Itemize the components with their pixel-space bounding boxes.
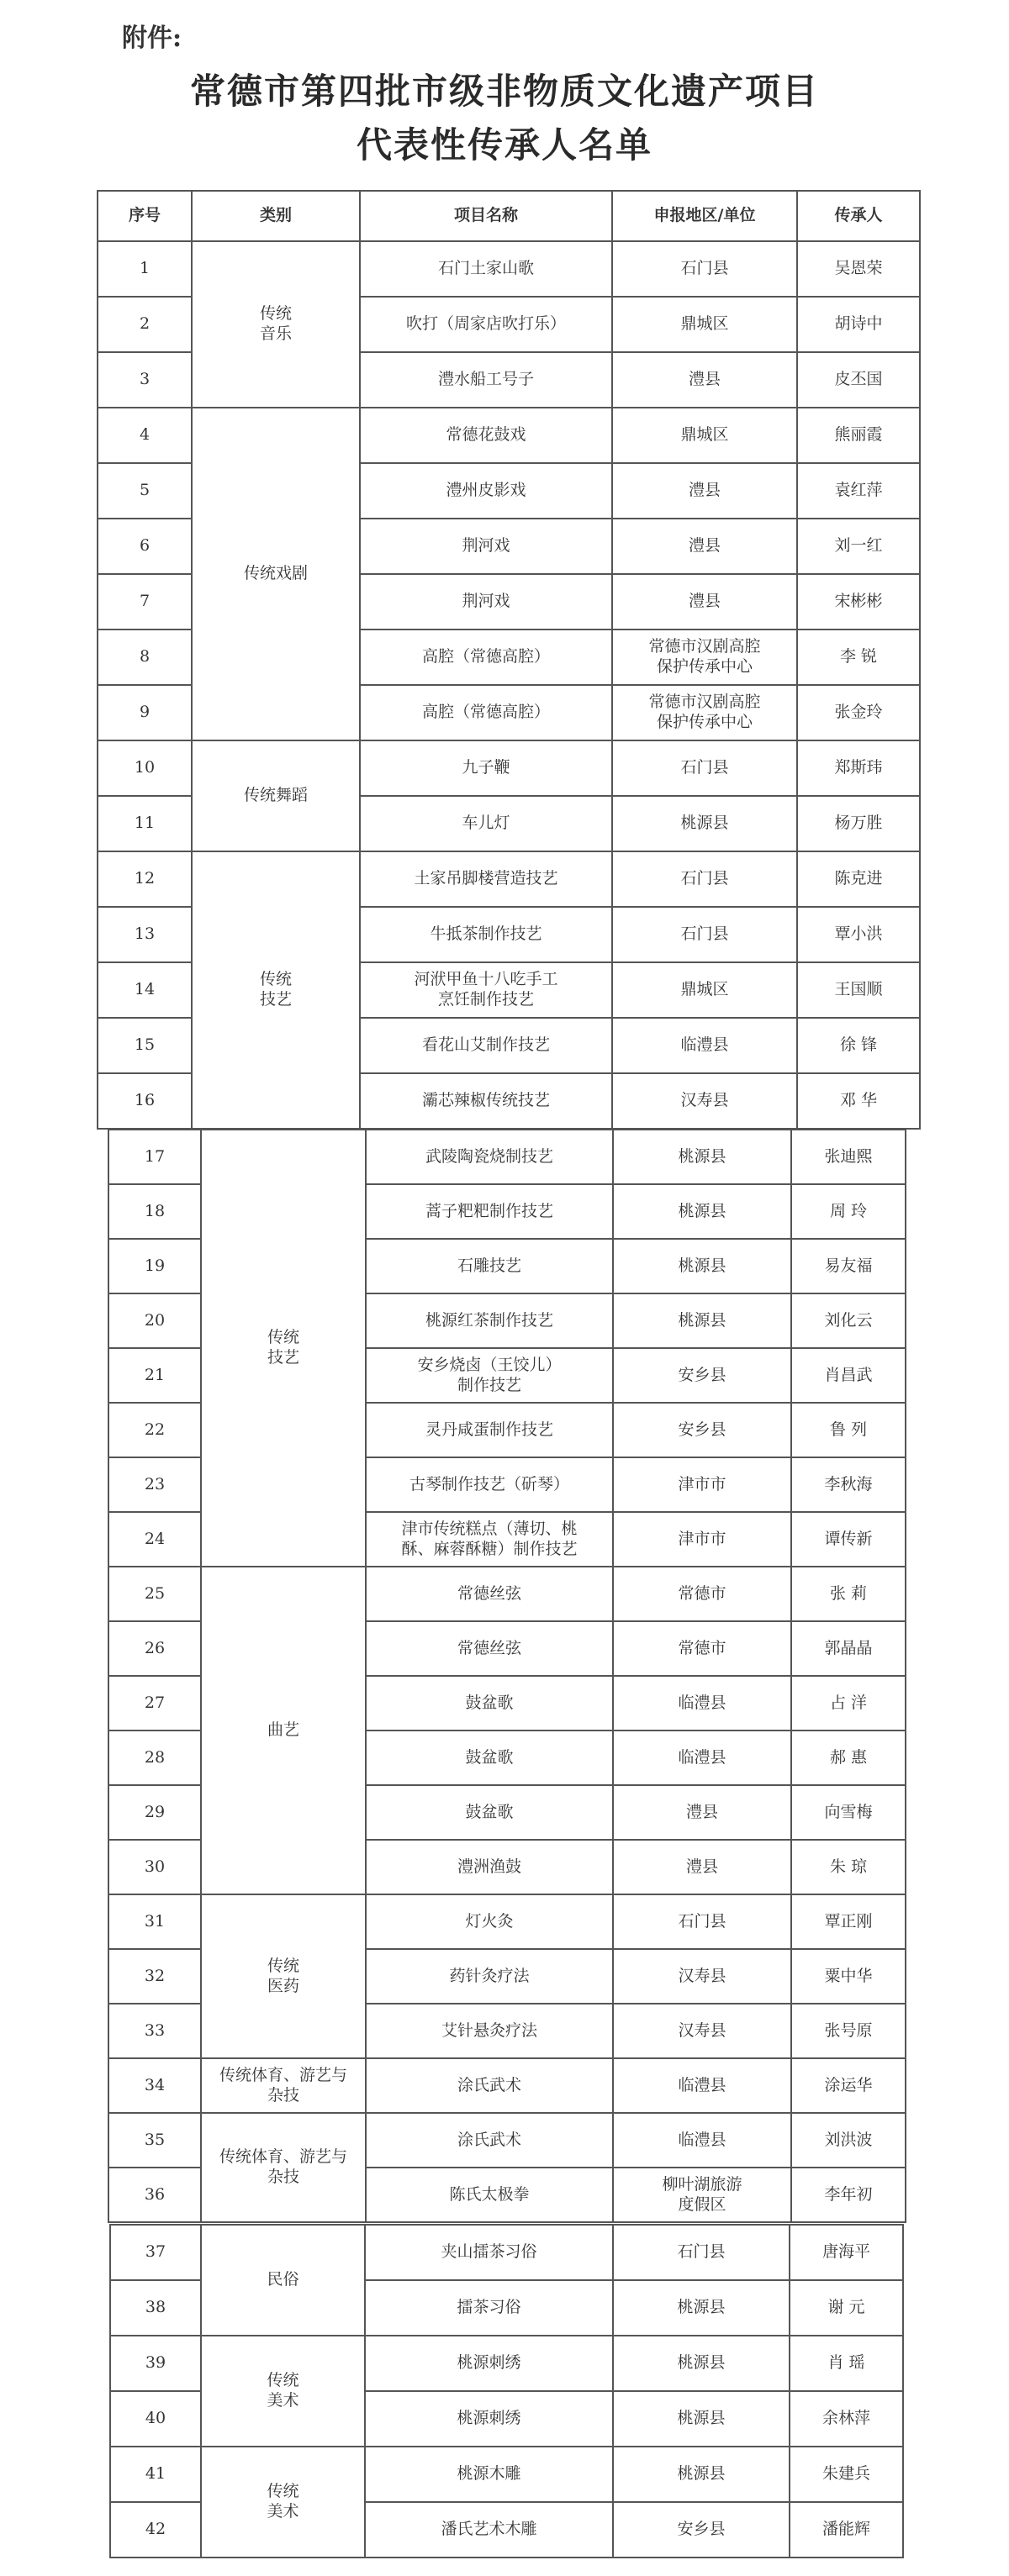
row-number: 3 [98, 352, 192, 408]
row-number: 14 [98, 962, 192, 1018]
project-name: 车儿灯 [360, 796, 612, 851]
region-unit: 石门县 [613, 2225, 790, 2280]
header-inheritor: 传承人 [797, 191, 920, 241]
project-name: 石雕技艺 [366, 1239, 613, 1293]
region-unit: 鼎城区 [612, 297, 797, 352]
inheritor-name: 杨万胜 [797, 796, 920, 851]
category-cell: 传统 技艺 [192, 851, 360, 1129]
region-unit: 石门县 [612, 740, 797, 796]
project-name: 澧洲渔鼓 [366, 1840, 613, 1894]
region-unit: 桃源县 [613, 2280, 790, 2336]
project-name: 荆河戏 [360, 519, 612, 574]
region-unit: 临澧县 [612, 1018, 797, 1073]
row-number: 28 [108, 1731, 201, 1785]
region-unit: 澧县 [612, 352, 797, 408]
table-row [108, 1130, 906, 1184]
row-number: 15 [98, 1018, 192, 1073]
inheritor-name: 邓 华 [797, 1073, 920, 1129]
project-name: 高腔（常德高腔） [360, 630, 612, 685]
region-unit: 石门县 [612, 241, 797, 297]
row-number: 39 [110, 2336, 201, 2391]
inheritor-name: 张 莉 [791, 1567, 906, 1621]
project-name: 涂氏武术 [366, 2113, 613, 2168]
inheritor-name: 覃小洪 [797, 907, 920, 962]
inheritor-name: 皮丕国 [797, 352, 920, 408]
inheritor-name: 刘洪波 [791, 2113, 906, 2168]
row-number: 7 [98, 574, 192, 630]
project-name: 涂氏武术 [366, 2058, 613, 2113]
region-unit: 桃源县 [613, 1184, 791, 1239]
inheritor-name: 张迪熙 [791, 1130, 906, 1184]
inheritor-name: 谭传新 [791, 1512, 906, 1567]
row-number: 11 [98, 796, 192, 851]
row-number: 35 [108, 2113, 201, 2168]
category-cell: 传统 技艺 [201, 1130, 366, 1567]
row-number: 26 [108, 1621, 201, 1676]
header-project: 项目名称 [360, 191, 612, 241]
project-name: 土家吊脚楼营造技艺 [360, 851, 612, 907]
table-row [108, 1567, 906, 1621]
inheritor-name: 张号原 [791, 2004, 906, 2058]
region-unit: 桃源县 [612, 796, 797, 851]
region-unit: 鼎城区 [612, 962, 797, 1018]
row-number: 33 [108, 2004, 201, 2058]
inheritor-name: 李年初 [791, 2168, 906, 2222]
region-unit: 澧县 [612, 463, 797, 519]
region-unit: 石门县 [612, 907, 797, 962]
project-name: 澧水船工号子 [360, 352, 612, 408]
project-name: 高腔（常德高腔） [360, 685, 612, 740]
region-unit: 柳叶湖旅游 度假区 [613, 2168, 791, 2222]
project-name: 药针灸疗法 [366, 1949, 613, 2004]
row-number: 25 [108, 1567, 201, 1621]
inheritor-name: 刘化云 [791, 1293, 906, 1348]
inheritor-name: 鲁 列 [791, 1403, 906, 1457]
inheritor-table-section-1 [97, 190, 921, 1130]
project-name: 潘氏艺术木雕 [365, 2502, 613, 2558]
project-name: 吹打（周家店吹打乐） [360, 297, 612, 352]
inheritor-name: 粟中华 [791, 1949, 906, 2004]
inheritor-name: 宋彬彬 [797, 574, 920, 630]
project-name: 灵丹咸蛋制作技艺 [366, 1403, 613, 1457]
row-number: 31 [108, 1894, 201, 1949]
project-name: 武陵陶瓷烧制技艺 [366, 1130, 613, 1184]
table-row [110, 2336, 903, 2391]
row-number: 38 [110, 2280, 201, 2336]
inheritor-name: 郭晶晶 [791, 1621, 906, 1676]
project-name: 桃源木雕 [365, 2447, 613, 2502]
inheritor-name: 熊丽霞 [797, 408, 920, 463]
inheritor-name: 覃正刚 [791, 1894, 906, 1949]
inheritor-name: 涂运华 [791, 2058, 906, 2113]
region-unit: 桃源县 [613, 2447, 790, 2502]
table-row [110, 2225, 903, 2280]
inheritor-name: 郑斯玮 [797, 740, 920, 796]
project-name: 澧州皮影戏 [360, 463, 612, 519]
inheritor-name: 李秋海 [791, 1457, 906, 1512]
region-unit: 临澧县 [613, 1676, 791, 1731]
region-unit: 澧县 [613, 1840, 791, 1894]
inheritor-name: 袁红萍 [797, 463, 920, 519]
row-number: 9 [98, 685, 192, 740]
category-cell: 传统舞蹈 [192, 740, 360, 851]
project-name: 鼓盆歌 [366, 1731, 613, 1785]
region-unit: 常德市汉剧高腔 保护传承中心 [612, 685, 797, 740]
project-name: 桃源刺绣 [365, 2336, 613, 2391]
region-unit: 安乡县 [613, 1403, 791, 1457]
row-number: 37 [110, 2225, 201, 2280]
project-name: 常德花鼓戏 [360, 408, 612, 463]
attachment-label: 附件: [122, 24, 182, 53]
region-unit: 临澧县 [613, 1731, 791, 1785]
inheritor-table-section-2 [108, 1129, 906, 2223]
row-number: 23 [108, 1457, 201, 1512]
project-name: 常德丝弦 [366, 1567, 613, 1621]
project-name: 安乡烧卤（王饺儿） 制作技艺 [366, 1348, 613, 1403]
row-number: 4 [98, 408, 192, 463]
project-name: 鼓盆歌 [366, 1785, 613, 1840]
row-number: 19 [108, 1239, 201, 1293]
row-number: 21 [108, 1348, 201, 1403]
region-unit: 桃源县 [613, 1293, 791, 1348]
category-cell: 曲艺 [201, 1567, 366, 1894]
inheritor-name: 周 玲 [791, 1184, 906, 1239]
inheritor-name: 余林萍 [790, 2391, 903, 2447]
project-name: 蒿子粑粑制作技艺 [366, 1184, 613, 1239]
project-name: 灯火灸 [366, 1894, 613, 1949]
region-unit: 常德市 [613, 1567, 791, 1621]
category-cell: 传统 美术 [201, 2336, 365, 2447]
row-number: 40 [110, 2391, 201, 2447]
category-cell: 民俗 [201, 2225, 365, 2336]
inheritor-name: 潘能辉 [790, 2502, 903, 2558]
table-row [98, 740, 920, 796]
region-unit: 桃源县 [613, 1130, 791, 1184]
region-unit: 桃源县 [613, 2336, 790, 2391]
project-name: 荆河戏 [360, 574, 612, 630]
project-name: 河洑甲鱼十八吃手工 烹饪制作技艺 [360, 962, 612, 1018]
table-row [98, 851, 920, 907]
project-name: 石门土家山歌 [360, 241, 612, 297]
region-unit: 汉寿县 [612, 1073, 797, 1129]
inheritor-name: 朱建兵 [790, 2447, 903, 2502]
inheritor-name: 占 洋 [791, 1676, 906, 1731]
project-name: 陈氏太极拳 [366, 2168, 613, 2222]
row-number: 6 [98, 519, 192, 574]
table-header-row [98, 191, 920, 241]
project-name: 桃源刺绣 [365, 2391, 613, 2447]
project-name: 牛抵茶制作技艺 [360, 907, 612, 962]
row-number: 34 [108, 2058, 201, 2113]
region-unit: 常德市汉剧高腔 保护传承中心 [612, 630, 797, 685]
project-name: 擂茶习俗 [365, 2280, 613, 2336]
inheritor-name: 刘一红 [797, 519, 920, 574]
project-name: 津市传统糕点（薄切、桃 酥、麻蓉酥糖）制作技艺 [366, 1512, 613, 1567]
inheritor-name: 徐 锋 [797, 1018, 920, 1073]
inheritor-name: 李 锐 [797, 630, 920, 685]
table-row [108, 1894, 906, 1949]
region-unit: 澧县 [612, 519, 797, 574]
row-number: 27 [108, 1676, 201, 1731]
region-unit: 安乡县 [613, 2502, 790, 2558]
region-unit: 桃源县 [613, 1239, 791, 1293]
category-cell: 传统体育、游艺与 杂技 [201, 2113, 366, 2222]
category-cell: 传统 音乐 [192, 241, 360, 408]
project-name: 看花山艾制作技艺 [360, 1018, 612, 1073]
row-number: 24 [108, 1512, 201, 1567]
inheritor-name: 谢 元 [790, 2280, 903, 2336]
project-name: 鼓盆歌 [366, 1676, 613, 1731]
title-line-1: 常德市第四批市级非物质文化遗产项目 [189, 71, 819, 112]
row-number: 13 [98, 907, 192, 962]
region-unit: 石门县 [613, 1894, 791, 1949]
row-number: 36 [108, 2168, 201, 2222]
inheritor-name: 王国顺 [797, 962, 920, 1018]
project-name: 灞芯辣椒传统技艺 [360, 1073, 612, 1129]
row-number: 10 [98, 740, 192, 796]
inheritor-name: 肖 瑶 [790, 2336, 903, 2391]
category-cell: 传统 医药 [201, 1894, 366, 2058]
region-unit: 澧县 [613, 1785, 791, 1840]
table-row [98, 408, 920, 463]
row-number: 41 [110, 2447, 201, 2502]
project-name: 九子鞭 [360, 740, 612, 796]
region-unit: 汉寿县 [613, 2004, 791, 2058]
region-unit: 桃源县 [613, 2391, 790, 2447]
inheritor-name: 胡诗中 [797, 297, 920, 352]
table-row [110, 2447, 903, 2502]
inheritor-name: 张金玲 [797, 685, 920, 740]
project-name: 夹山擂茶习俗 [365, 2225, 613, 2280]
category-cell: 传统 美术 [201, 2447, 365, 2558]
region-unit: 澧县 [612, 574, 797, 630]
inheritor-table-section-3 [109, 2224, 904, 2558]
region-unit: 常德市 [613, 1621, 791, 1676]
inheritor-name: 肖昌武 [791, 1348, 906, 1403]
row-number: 30 [108, 1840, 201, 1894]
header-no: 序号 [98, 191, 192, 241]
row-number: 2 [98, 297, 192, 352]
region-unit: 安乡县 [613, 1348, 791, 1403]
header-region: 申报地区/单位 [612, 191, 797, 241]
row-number: 22 [108, 1403, 201, 1457]
table-row [108, 2113, 906, 2168]
header-category: 类别 [192, 191, 360, 241]
title-line-2: 代表性传承人名单 [356, 124, 652, 166]
row-number: 16 [98, 1073, 192, 1129]
inheritor-name: 向雪梅 [791, 1785, 906, 1840]
inheritor-name: 吴恩荣 [797, 241, 920, 297]
row-number: 20 [108, 1293, 201, 1348]
row-number: 12 [98, 851, 192, 907]
region-unit: 临澧县 [613, 2058, 791, 2113]
region-unit: 石门县 [612, 851, 797, 907]
table-row [98, 241, 920, 297]
row-number: 18 [108, 1184, 201, 1239]
region-unit: 津市市 [613, 1457, 791, 1512]
inheritor-name: 唐海平 [790, 2225, 903, 2280]
row-number: 42 [110, 2502, 201, 2558]
project-name: 古琴制作技艺（斫琴） [366, 1457, 613, 1512]
row-number: 1 [98, 241, 192, 297]
row-number: 5 [98, 463, 192, 519]
row-number: 29 [108, 1785, 201, 1840]
inheritor-name: 郝 惠 [791, 1731, 906, 1785]
project-name: 艾针悬灸疗法 [366, 2004, 613, 2058]
region-unit: 汉寿县 [613, 1949, 791, 2004]
inheritor-name: 朱 琼 [791, 1840, 906, 1894]
inheritor-name: 陈克进 [797, 851, 920, 907]
row-number: 32 [108, 1949, 201, 2004]
region-unit: 津市市 [613, 1512, 791, 1567]
region-unit: 临澧县 [613, 2113, 791, 2168]
project-name: 常德丝弦 [366, 1621, 613, 1676]
inheritor-name: 易友福 [791, 1239, 906, 1293]
category-cell: 传统戏剧 [192, 408, 360, 740]
region-unit: 鼎城区 [612, 408, 797, 463]
project-name: 桃源红茶制作技艺 [366, 1293, 613, 1348]
row-number: 17 [108, 1130, 201, 1184]
row-number: 8 [98, 630, 192, 685]
table-row [108, 2058, 906, 2113]
category-cell: 传统体育、游艺与 杂技 [201, 2058, 366, 2113]
